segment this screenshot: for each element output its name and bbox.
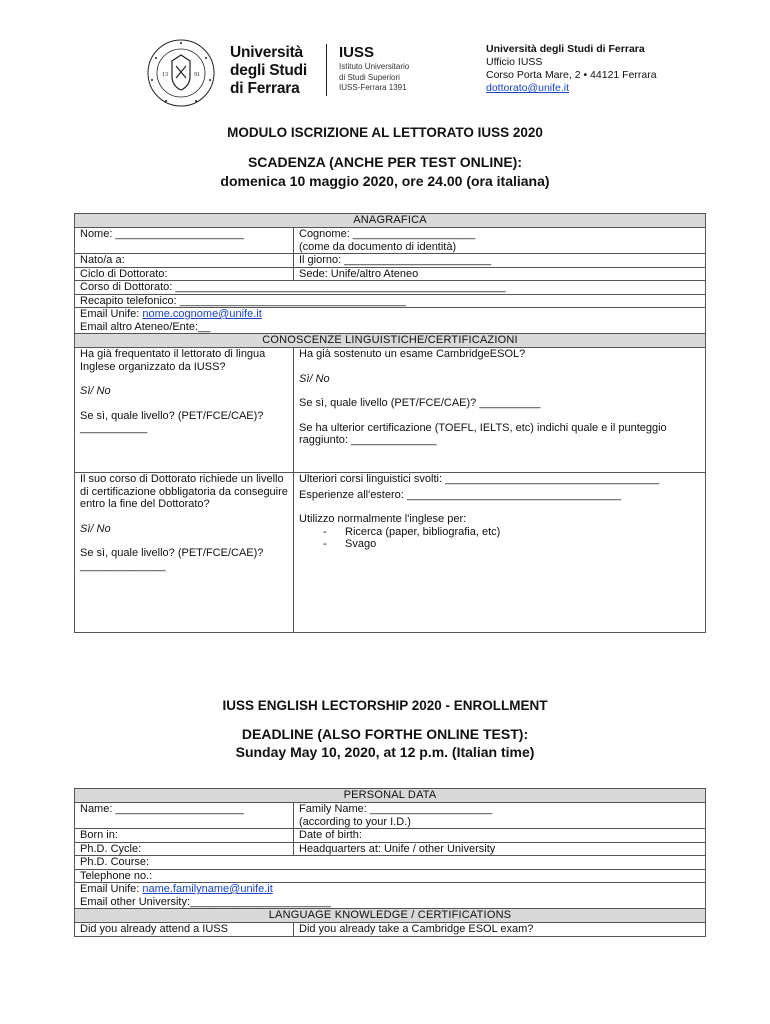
english-deadline-line2: Sunday May 10, 2020, at 12 p.m. (Italian time): [235, 744, 535, 760]
question-certificazione-obbligatoria[interactable]: Il suo corso di Dottorato richiede un livello di certificazione obbligatoria da conseguire entro la fine del Dottorato? Sì/ No Se sì, quale livello? (PET/FCE/CAE)? ______________: [75, 473, 294, 633]
field-il-giorno[interactable]: Il giorno: ________________________: [294, 254, 706, 268]
question-iuss-attended[interactable]: Did you already attend a IUSS: [75, 923, 294, 937]
iuss-name: IUSS Istituto Universitario di Studi Superiori IUSS-Ferrara 1391: [339, 44, 410, 92]
section-conoscenze-linguistiche: CONOSCENZE LINGUISTICHE/CERTIFICAZIONI: [75, 334, 706, 348]
header-divider: [326, 44, 327, 96]
field-nato-a[interactable]: Nato/a a:: [75, 254, 294, 268]
contact-email-link[interactable]: dottorato@unife.it: [486, 82, 570, 94]
section-anagrafica: ANAGRAFICA: [75, 214, 706, 228]
italian-deadline-line1: SCADENZA (ANCHE PER TEST ONLINE):: [247, 154, 523, 170]
question-cambridge[interactable]: Ha già sostenuto un esame CambridgeESOL? Sì/ No Se sì, quale livello (PET/FCE/CAE)? __________ Se ha ulterior certificazione (TOEFL, IELTS, etc) indichi quale e il punteggio raggiunto: ______________: [294, 348, 706, 473]
field-telephone[interactable]: Telephone no.:: [75, 869, 706, 883]
italian-form-title: MODULO ISCRIZIONE AL LETTORATO IUSS 2020: [227, 125, 543, 140]
field-phd-course[interactable]: Ph.D. Course:: [75, 856, 706, 870]
svg-text:13: 13: [162, 72, 168, 78]
svg-text:91: 91: [194, 72, 200, 78]
question-cambridge-en[interactable]: Did you already take a Cambridge ESOL exam?: [294, 923, 706, 937]
field-nome[interactable]: Nome: _____________________: [75, 228, 294, 254]
english-deadline-line1: DEADLINE (ALSO FORTHE ONLINE TEST):: [241, 726, 529, 742]
section-personal-data: PERSONAL DATA: [75, 789, 706, 803]
field-headquarters[interactable]: Headquarters at: Unife / other University: [294, 842, 706, 856]
university-seal-logo: [146, 38, 216, 108]
italian-deadline-line2: domenica 10 maggio 2020, ore 24.00 (ora italiana): [220, 173, 550, 189]
question-altre-esperienze[interactable]: Ulteriori corsi linguistici svolti: ___________________________________ Esperienze all'estero: ___________________________________ Utilizzo normalmente l'inglese per: - Ricerca (paper, bibliografia, etc) - Svago: [294, 473, 706, 633]
field-ciclo-dottorato[interactable]: Ciclo di Dottorato:: [75, 267, 294, 281]
field-name[interactable]: Name: _____________________: [75, 803, 294, 829]
university-name: Università degli Studi di Ferrara: [230, 44, 308, 97]
field-cognome[interactable]: Cognome: ____________________ (come da documento di identità): [294, 228, 706, 254]
english-form-table: [74, 788, 706, 937]
english-form-title: IUSS ENGLISH LECTORSHIP 2020 - ENROLLMENT: [222, 698, 548, 713]
field-sede[interactable]: Sede: Unife/altro Ateneo: [294, 267, 706, 281]
field-phd-cycle[interactable]: Ph.D. Cycle:: [75, 842, 294, 856]
field-corso-dottorato[interactable]: Corso di Dottorato: ______________________________________________________: [75, 281, 706, 295]
field-recapito-telefonico[interactable]: Recapito telefonico: _____________________________________: [75, 294, 706, 308]
email-unife-en-link[interactable]: name.familyname@unife.it: [142, 883, 273, 895]
contact-block: Università degli Studi di Ferrara Ufficio IUSS Corso Porta Mare, 2 • 44121 Ferrara dottorato@unife.it: [486, 43, 657, 94]
field-date-of-birth[interactable]: Date of birth:: [294, 829, 706, 843]
field-family-name[interactable]: Family Name: ____________________ (according to your I.D.): [294, 803, 706, 829]
italian-form-table: [74, 213, 706, 633]
field-email-en[interactable]: Email Unife: name.familyname@unife.it Email other University:_______________________: [75, 883, 706, 909]
section-language-knowledge: LANGUAGE KNOWLEDGE / CERTIFICATIONS: [75, 909, 706, 923]
field-born-in[interactable]: Born in:: [75, 829, 294, 843]
email-unife-link[interactable]: nome.cognome@unife.it: [142, 308, 262, 320]
question-lettorato[interactable]: Ha già frequentato il lettorato di lingua Inglese organizzato da IUSS? Sì/ No Se sì, quale livello? (PET/FCE/CAE)? ___________: [75, 348, 294, 473]
field-email[interactable]: Email Unife: nome.cognome@unife.it Email altro Ateneo/Ente:__: [75, 308, 706, 334]
